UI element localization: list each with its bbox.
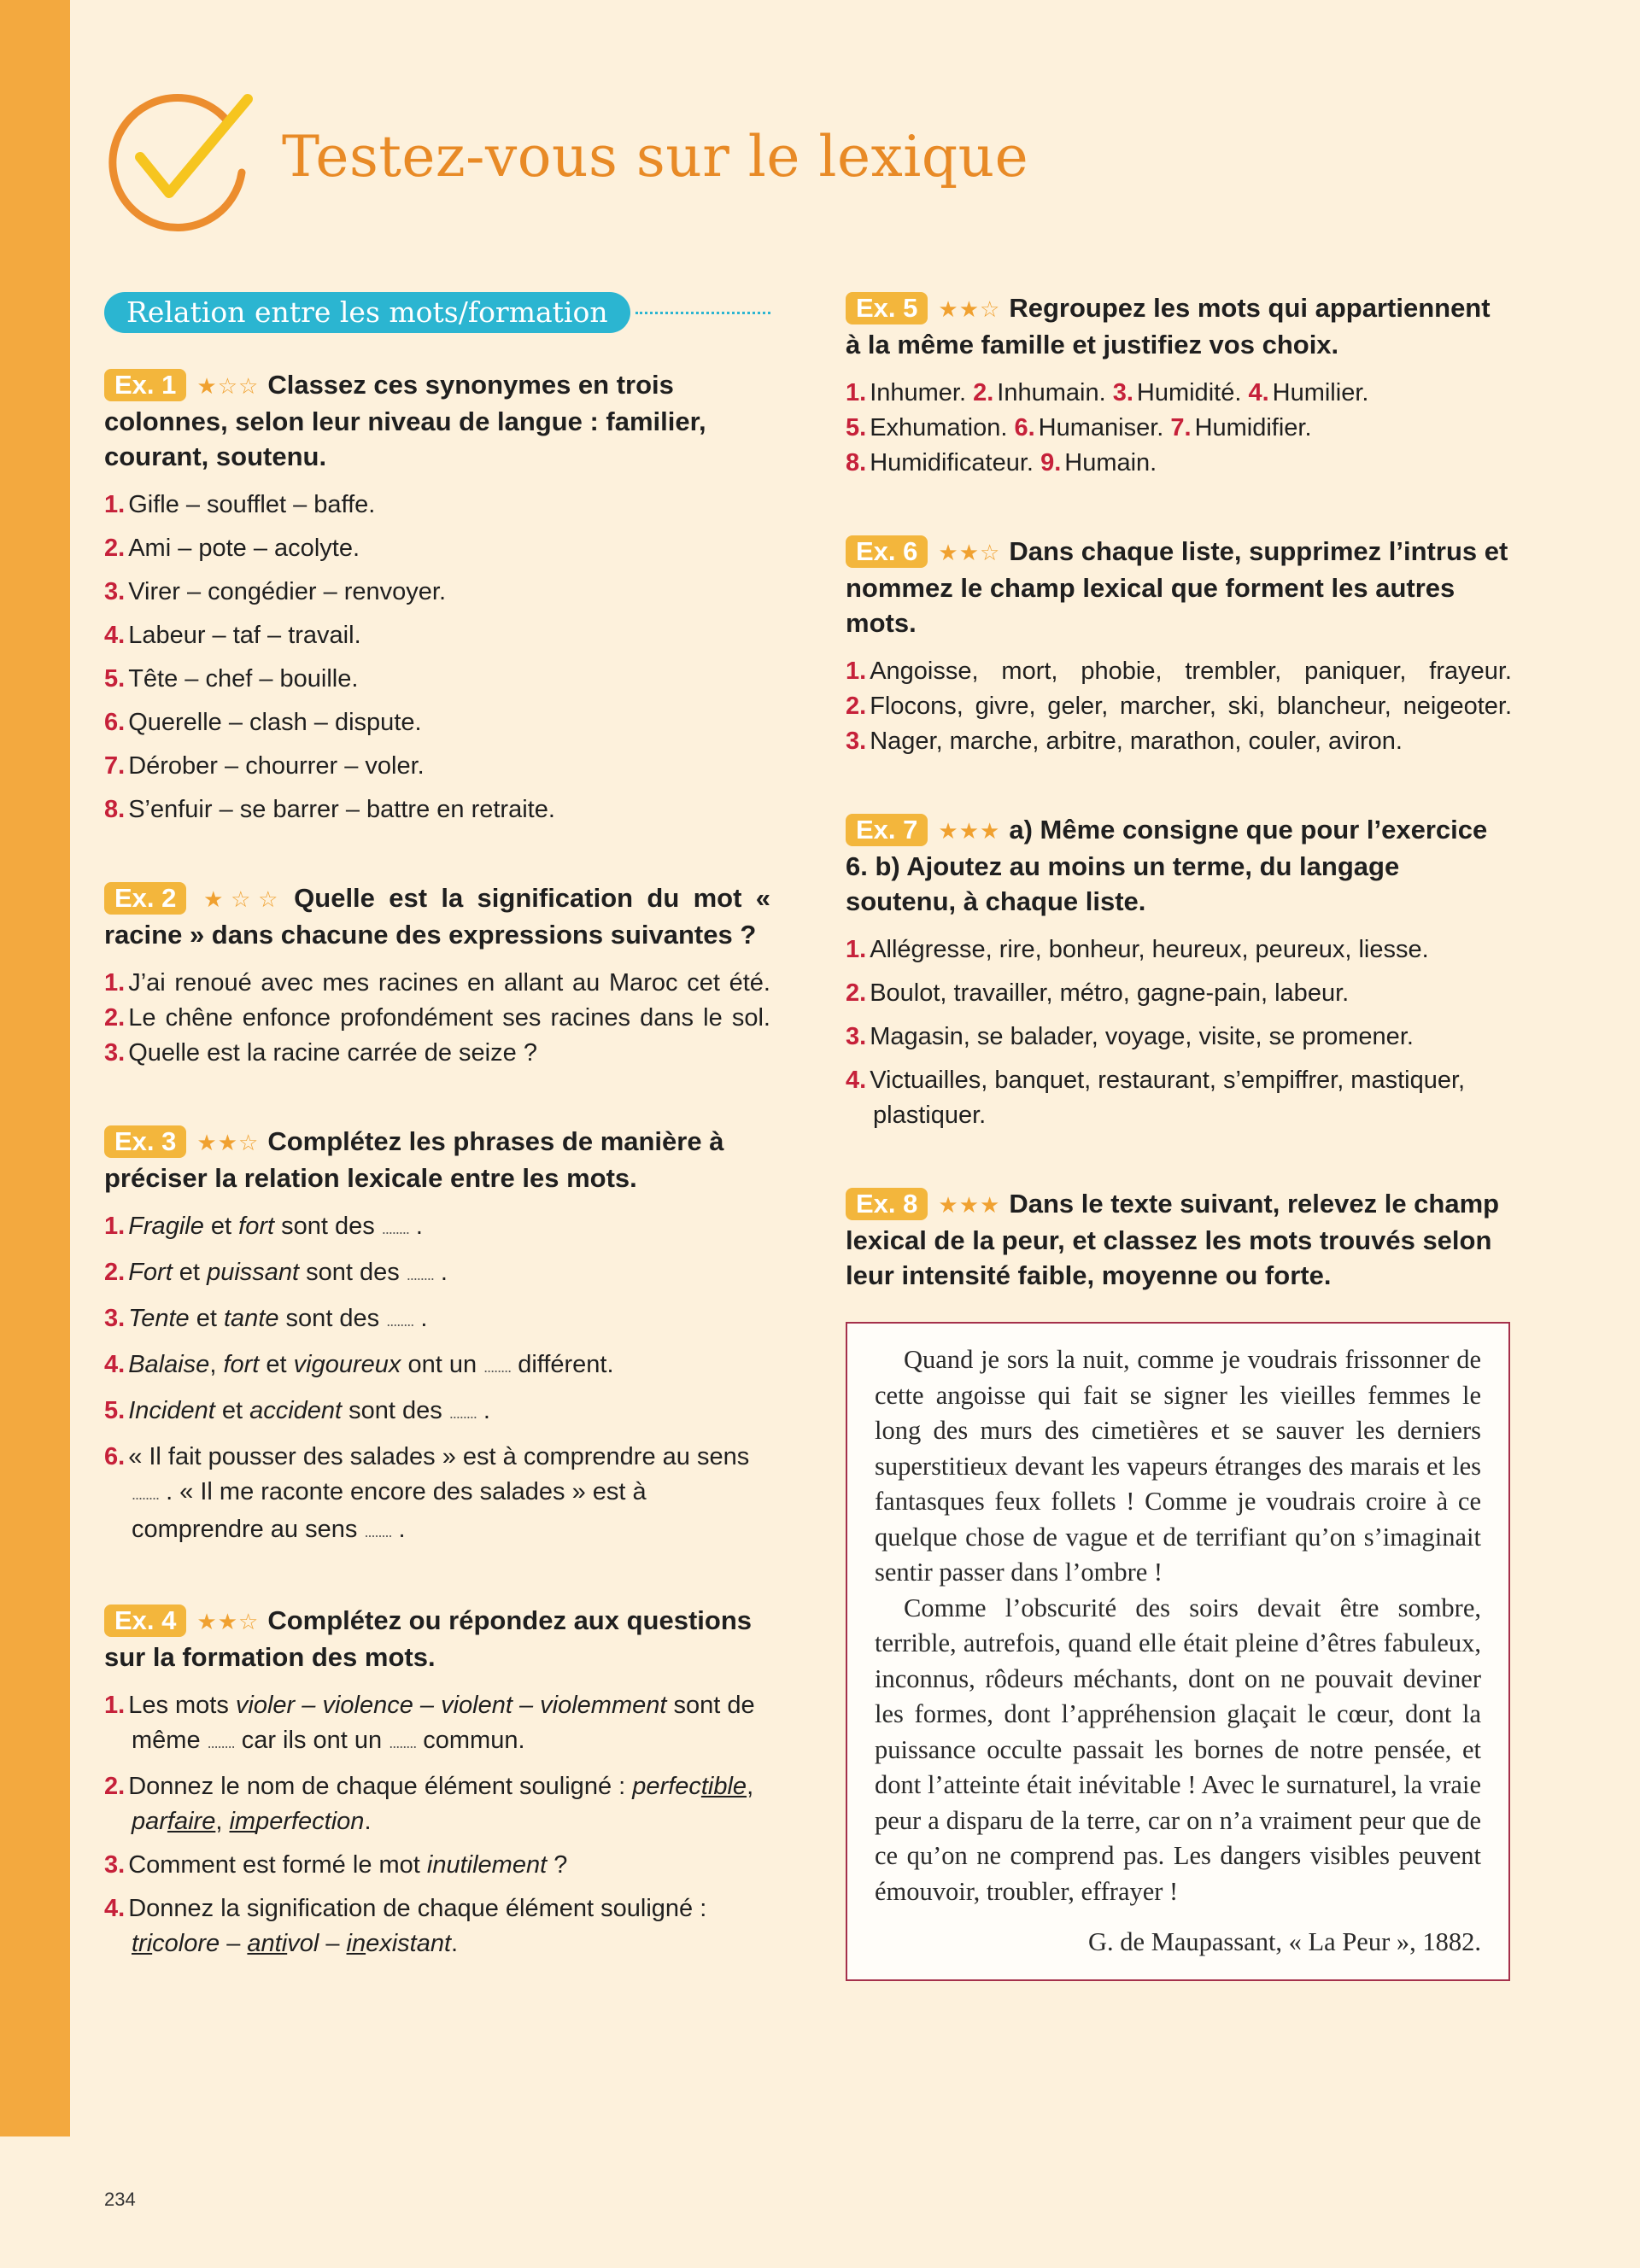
item-text: et [172,1259,208,1286]
item-text: J’ai renoué avec mes racines en allant au Maroc cet été. [128,969,770,997]
item-word: perfec [632,1773,701,1800]
item-word: puissant [207,1259,300,1286]
item-text: sont des [342,1397,449,1424]
item-number: 4. [104,1351,126,1378]
item-text: ont un [401,1351,484,1378]
list-item [104,1440,770,1550]
item-text: « Il fait pousser des salades » est à comprendre au sens [128,1443,750,1470]
item-number: 1. [846,936,867,963]
exercise-instruction: Regroupez les mots qui appartiennent à la même famille et justifiez vos choix. [846,293,1491,359]
exercise-3-header [104,1124,770,1195]
answer-blank: ........ [207,1734,235,1751]
item-number: 7. [1170,414,1192,441]
item-number: 3. [104,578,126,605]
list-item [104,1347,770,1385]
item-number: 8. [104,796,126,823]
item-word: Fragile [128,1213,204,1240]
item-number: 1. [846,379,867,406]
item-word: Incident [128,1397,215,1424]
item-text: sont des [278,1305,387,1332]
item-number: 5. [846,414,867,441]
difficulty-stars-icon: ★★★ [938,818,1001,844]
item-text: . [413,1305,428,1332]
item-text: Flocons, givre, geler, marcher, ski, blancheur, neigeoter. [870,693,1512,720]
item-number: 3. [846,1023,867,1050]
item-word: violer – violence – violent – violemment [235,1692,667,1719]
item-text: , [215,1808,230,1835]
item-text: S’enfuir – se barrer – battre en retraite. [128,796,555,823]
excerpt-source: G. de Maupassant, « La Peur », 1882. [1088,1927,1481,1956]
item-text: Inhumain. [997,379,1106,406]
item-word: par [132,1808,167,1835]
exercise-5-list [846,376,1512,481]
list-item [104,1891,770,1961]
exercise-7-list [846,932,1512,1133]
checkmark-circle-icon [101,89,255,243]
exercise-badge: Ex. 3 [104,1125,186,1158]
item-text: Humilier. [1272,379,1369,406]
list-item [846,976,1512,1011]
item-text: Angoisse, mort, phobie, trembler, paniquer, frayeur. [870,658,1512,685]
item-text: Allégresse, rire, bonheur, heureux, peureux, liesse. [870,936,1429,963]
item-text: Donnez la signification de chaque élément souligné : [128,1895,707,1922]
list-item [846,932,1512,967]
item-number: 3. [846,728,867,755]
item-word: fort [238,1213,275,1240]
item-text: et [259,1351,294,1378]
item-word: fort [223,1351,260,1378]
item-number: 5. [104,1397,126,1424]
item-number: 6. [1014,414,1035,441]
list-item [104,792,770,827]
exercise-3 [104,1124,770,1550]
underlined-element: tible [700,1773,747,1800]
item-text: Inhumer. [870,379,967,406]
item-number: 2. [846,979,867,1007]
page-title: Testez-vous sur le lexique [282,124,1029,190]
item-text: Humidifier. [1194,414,1312,441]
section-header [104,290,770,335]
section-dotted-line [636,312,770,314]
underlined-element: im [229,1808,256,1835]
answer-blank: ........ [483,1359,512,1376]
list-item [104,488,770,523]
right-column [846,290,1512,1981]
item-number: 2. [973,379,994,406]
exercise-instruction: Complétez les phrases de manière à préciser la relation lexicale entre les mots. [104,1126,724,1193]
item-word: accident [249,1397,343,1424]
item-number: 2. [104,1259,126,1286]
item-text: . [433,1259,448,1286]
difficulty-stars-icon: ★☆☆ [196,373,260,399]
item-text: Les mots [128,1692,236,1719]
item-text: . [476,1397,490,1424]
difficulty-stars-icon: ★★☆ [938,540,1001,565]
exercise-instruction: a) Même consigne que pour l’exercice 6. b) Ajoutez au moins un terme, du langage soutenu, à chaque liste. [846,815,1488,916]
exercise-1-list [104,488,770,827]
item-number: 1. [846,658,867,685]
page-number: 234 [104,2189,136,2210]
item-number: 6. [104,709,126,736]
item-word: vigoureux [293,1351,401,1378]
item-number: 4. [1248,379,1269,406]
exercise-badge: Ex. 5 [846,292,928,324]
item-number: 2. [846,693,867,720]
answer-blank: ........ [386,1312,414,1330]
item-text: Le chêne enfonce profondément ses racines dans le sol. [128,1004,770,1032]
item-number: 4. [846,1067,867,1094]
item-text: différent. [511,1351,614,1378]
exercise-4-header [104,1603,770,1675]
exercise-badge: Ex. 8 [846,1188,928,1220]
item-text: , [209,1351,224,1378]
item-text: Boulot, travailler, métro, gagne-pain, labeur. [870,979,1350,1007]
exercise-6-header [846,534,1512,640]
item-text: sont des [274,1213,382,1240]
list-item [104,662,770,697]
difficulty-stars-icon: ★★☆ [196,1609,260,1634]
list-item [104,1848,770,1883]
item-text: Magasin, se balader, voyage, visite, se promener. [870,1023,1414,1050]
exercise-2-list [104,966,770,1071]
item-text: et [214,1397,250,1424]
item-text: Labeur – taf – travail. [128,622,361,649]
item-number: 2. [104,1773,126,1800]
item-text: – [220,1930,248,1957]
exercise-badge: Ex. 2 [104,882,186,915]
item-text: commun. [416,1727,525,1754]
item-text: – [319,1930,347,1957]
item-number: 3. [104,1851,126,1879]
exercise-3-list [104,1209,770,1550]
item-text: , [747,1773,754,1800]
list-item [104,1255,770,1293]
item-text: Virer – congédier – renvoyer. [128,578,447,605]
item-text: Comment est formé le mot [128,1851,427,1879]
item-text: . [364,1808,372,1835]
answer-blank: ........ [448,1405,477,1422]
item-text: . [408,1213,423,1240]
list-item [104,1301,770,1339]
item-text: sont de même [132,1692,755,1754]
item-word: tante [224,1305,279,1332]
exercise-instruction: Dans le texte suivant, relevez le champ lexical de la peur, et classez les mots trouvés selon leur intensité faible, moyenne ou forte. [846,1189,1500,1290]
exercise-1 [104,367,770,827]
exercise-4 [104,1603,770,1961]
answer-blank: ........ [364,1523,392,1540]
list-item [104,1394,770,1431]
item-text: . [451,1930,459,1957]
list-item [104,575,770,610]
item-word: Tente [128,1305,190,1332]
item-number: 9. [1040,449,1062,476]
exercise-instruction: Dans chaque liste, supprimez l’intrus et nommez le champ lexical que forment les autres mots. [846,536,1508,638]
difficulty-stars-icon: ★☆☆ [196,886,286,912]
exercise-badge: Ex. 7 [846,814,928,846]
item-text: Tête – chef – bouille. [128,665,359,693]
sidebar-accent-bar [0,0,70,2136]
list-item [104,705,770,740]
list-item [846,1020,1512,1055]
exercise-8-header [846,1186,1512,1293]
excerpt-paragraph: Quand je sors la nuit, comme je voudrais frissonner de cette angoisse qui fait se signer les vieilles femmes le long des murs des cimetières et se sauver les derniers superstitieux devant les vapeurs étranges des marais et les fantasques feux follets ! Comme je voudrais croire à ce quelque chose de vague et de terrifiant qu’on s’imaginait sentir passer dans l’ombre ! [875,1345,1481,1587]
item-text: Humidificateur. [870,449,1034,476]
list-item [104,749,770,784]
exercise-1-header [104,367,770,474]
underlined-element: tri [132,1930,153,1957]
difficulty-stars-icon: ★★★ [938,1192,1001,1218]
item-text: . « Il me raconte encore des salades » est à comprendre au sens [132,1478,647,1543]
item-text: Dérober – chourrer – voler. [128,752,425,780]
list-item [104,1209,770,1247]
exercise-instruction: Quelle est la signification du mot « racine » dans chacune des expressions suivantes ? [104,883,770,950]
answer-blank: ........ [132,1486,160,1503]
item-text: Nager, marche, arbitre, marathon, couler, aviron. [870,728,1403,755]
item-text: . [391,1516,406,1543]
list-item [104,618,770,653]
item-text: sont des [299,1259,407,1286]
item-text: Victuailles, banquet, restaurant, s’empiffrer, mastiquer, plastiquer. [870,1067,1466,1129]
item-text: ? [547,1851,568,1879]
exercise-instruction: Complétez ou répondez aux questions sur la formation des mots. [104,1605,753,1672]
answer-blank: ........ [406,1266,434,1283]
exercise-badge: Ex. 4 [104,1605,186,1637]
exercise-6-list [846,654,1512,759]
item-text: et [203,1213,239,1240]
item-number: 1. [104,969,126,997]
item-text: et [189,1305,224,1332]
underlined-element: anti [247,1930,288,1957]
answer-blank: ........ [389,1734,417,1751]
item-number: 3. [104,1039,126,1067]
item-text: Donnez le nom de chaque élément souligné : [128,1773,633,1800]
item-text: Humidité. [1136,379,1242,406]
exercise-7-header [846,812,1512,919]
excerpt-box [846,1322,1510,1981]
section-label: Relation entre les mots/formation [104,292,630,333]
item-number: 2. [104,1004,126,1032]
item-number: 7. [104,752,126,780]
exercise-2 [104,880,770,1071]
item-number: 4. [104,1895,126,1922]
item-text: Ami – pote – acolyte. [128,535,360,562]
exercise-5 [846,290,1512,481]
exercise-5-header [846,290,1512,362]
underlined-element: in [346,1930,366,1957]
exercise-7 [846,812,1512,1133]
underlined-element: faire [167,1808,216,1835]
item-word: inutilement [426,1851,548,1879]
item-number: 5. [104,665,126,693]
excerpt-paragraph: Comme l’obscurité des soirs devait être sombre, terrible, autrefois, quand elle était pleine d’êtres fabuleux, inconnus, rôdeurs méchants, dont on ne pouvait deviner les formes, dont l’appréhension glaçait le cœur, dont la puissance occulte passait les bornes de notre pensée, et dont l’atteinte était inévitable ! Avec le surnaturel, la vraie peur a disparu de la terre, car on n’a vraiment peur que de ce qu’on ne comprend pas. Les dangers visibles peuvent émouvoir, troubler, effrayer ! [875,1593,1481,1906]
item-number: 1. [104,1692,126,1719]
list-item [846,1063,1512,1133]
exercise-badge: Ex. 6 [846,535,928,568]
exercise-badge: Ex. 1 [104,369,186,401]
list-item [104,1769,770,1839]
item-number: 8. [846,449,867,476]
item-word: Fort [128,1259,173,1286]
item-number: 4. [104,622,126,649]
item-text: Exhumation. [870,414,1008,441]
item-text: Humaniser. [1038,414,1164,441]
item-number: 1. [104,1213,126,1240]
item-text: Humain. [1064,449,1157,476]
item-number: 2. [104,535,126,562]
list-item [104,531,770,566]
item-number: 3. [1112,379,1133,406]
left-column [104,290,770,2014]
item-word: perfection [255,1808,365,1835]
item-text: car ils ont un [234,1727,390,1754]
difficulty-stars-icon: ★★☆ [938,296,1001,322]
difficulty-stars-icon: ★★☆ [196,1130,260,1155]
exercise-2-header [104,880,770,952]
item-text: Gifle – soufflet – baffe. [128,491,376,518]
list-item [104,1688,770,1761]
item-text: Querelle – clash – dispute. [128,709,422,736]
exercise-8 [846,1186,1512,1293]
item-word: existant [366,1930,452,1957]
item-word: vol [287,1930,319,1957]
item-text: Quelle est la racine carrée de seize ? [128,1039,537,1067]
item-word: Balaise [128,1351,210,1378]
item-word: colore [152,1930,220,1957]
answer-blank: ........ [381,1220,409,1237]
item-number: 6. [104,1443,126,1470]
exercise-4-list [104,1688,770,1961]
item-number: 1. [104,491,126,518]
exercise-instruction: Classez ces synonymes en trois colonnes, selon leur niveau de langue : familier, courant, soutenu. [104,370,706,471]
item-number: 3. [104,1305,126,1332]
exercise-6 [846,534,1512,759]
